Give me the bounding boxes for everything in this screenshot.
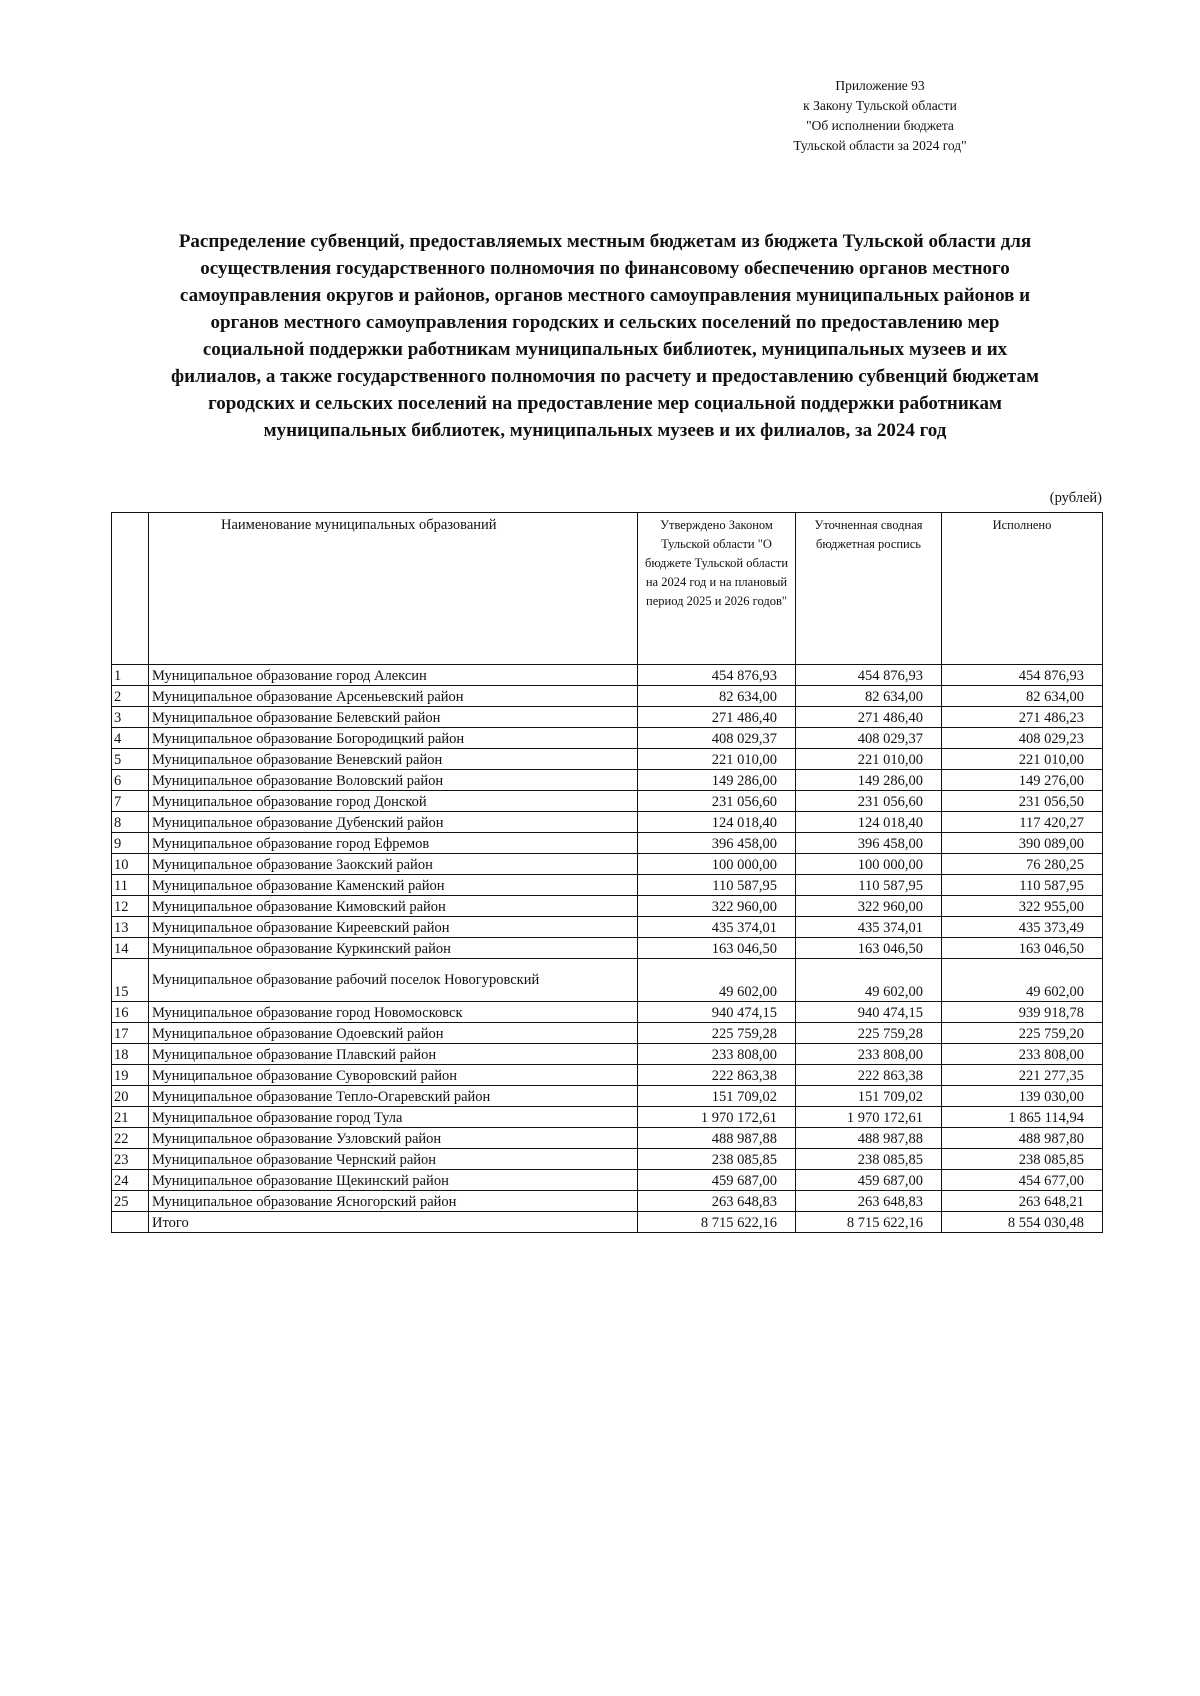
approved-amount: 435 374,01 xyxy=(638,917,796,938)
executed-amount: 149 276,00 xyxy=(942,770,1103,791)
executed-amount: 390 089,00 xyxy=(942,833,1103,854)
row-index: 23 xyxy=(112,1149,149,1170)
row-index: 16 xyxy=(112,1002,149,1023)
table-row xyxy=(112,1107,1103,1128)
table-row xyxy=(112,686,1103,707)
executed-amount: 231 056,50 xyxy=(942,791,1103,812)
revised-amount: 940 474,15 xyxy=(796,1002,942,1023)
table-row xyxy=(112,1065,1103,1086)
title-line: городских и сельских поселений на предоставление мер социальной поддержки работникам xyxy=(208,393,1002,414)
total-revised: 8 715 622,16 xyxy=(796,1212,942,1233)
table-row xyxy=(112,1128,1103,1149)
total-row xyxy=(112,1212,1103,1233)
units-label: (рублей) xyxy=(1049,490,1102,506)
municipality-name: Муниципальное образование Дубенский район xyxy=(149,812,638,833)
subvention-table xyxy=(111,512,1103,1233)
executed-amount: 233 808,00 xyxy=(942,1044,1103,1065)
approved-amount: 110 587,95 xyxy=(638,875,796,896)
executed-amount: 225 759,20 xyxy=(942,1023,1103,1044)
row-index: 3 xyxy=(112,707,149,728)
table-row xyxy=(112,875,1103,896)
executed-amount: 322 955,00 xyxy=(942,896,1103,917)
approved-amount: 163 046,50 xyxy=(638,938,796,959)
approved-amount: 233 808,00 xyxy=(638,1044,796,1065)
municipality-name: Муниципальное образование Узловский район xyxy=(149,1128,638,1149)
approved-amount: 396 458,00 xyxy=(638,833,796,854)
revised-amount: 49 602,00 xyxy=(796,959,942,1002)
revised-amount: 163 046,50 xyxy=(796,938,942,959)
row-index: 20 xyxy=(112,1086,149,1107)
executed-amount: 1 865 114,94 xyxy=(942,1107,1103,1128)
revised-amount: 396 458,00 xyxy=(796,833,942,854)
approved-amount: 408 029,37 xyxy=(638,728,796,749)
header-executed: Исполнено xyxy=(942,513,1103,665)
row-index: 11 xyxy=(112,875,149,896)
row-index: 2 xyxy=(112,686,149,707)
row-index: 25 xyxy=(112,1191,149,1212)
revised-amount: 124 018,40 xyxy=(796,812,942,833)
table-row xyxy=(112,833,1103,854)
executed-amount: 76 280,25 xyxy=(942,854,1103,875)
title-line: социальной поддержки работникам муниципальных библиотек, муниципальных музеев и их xyxy=(202,339,1008,360)
total-approved: 8 715 622,16 xyxy=(638,1212,796,1233)
table-row xyxy=(112,938,1103,959)
executed-amount: 163 046,50 xyxy=(942,938,1103,959)
revised-amount: 225 759,28 xyxy=(796,1023,942,1044)
municipality-name: Муниципальное образование Заокский район xyxy=(149,854,638,875)
title-line: Распределение субвенций, предоставляемых местным бюджетам из бюджета Тульской области для xyxy=(178,231,1032,252)
revised-amount: 322 960,00 xyxy=(796,896,942,917)
table-row xyxy=(112,791,1103,812)
title-line: филиалов, а также государственного полномочия по расчету и предоставлению субвенций бюджетам xyxy=(171,366,1039,387)
table-row xyxy=(112,665,1103,686)
municipality-name: Муниципальное образование город Алексин xyxy=(149,665,638,686)
approved-amount: 263 648,83 xyxy=(638,1191,796,1212)
row-index: 22 xyxy=(112,1128,149,1149)
municipality-name: Муниципальное образование Чернский район xyxy=(149,1149,638,1170)
executed-amount: 110 587,95 xyxy=(942,875,1103,896)
approved-amount: 238 085,85 xyxy=(638,1149,796,1170)
municipality-name: Муниципальное образование Куркинский район xyxy=(149,938,638,959)
table-row xyxy=(112,1023,1103,1044)
table-header-row xyxy=(112,513,1103,665)
revised-amount: 82 634,00 xyxy=(796,686,942,707)
table-row xyxy=(112,917,1103,938)
appendix-line: "Об исполнении бюджета xyxy=(806,118,954,133)
approved-amount: 100 000,00 xyxy=(638,854,796,875)
title-line: органов местного самоуправления городских и сельских поселений по предоставлению мер xyxy=(210,312,1000,333)
revised-amount: 100 000,00 xyxy=(796,854,942,875)
executed-amount: 139 030,00 xyxy=(942,1086,1103,1107)
municipality-name: Муниципальное образование город Ефремов xyxy=(149,833,638,854)
appendix-header xyxy=(700,76,1060,156)
row-index: 1 xyxy=(112,665,149,686)
title-line: самоуправления округов и районов, органов местного самоуправления муниципальных районов и xyxy=(179,285,1031,306)
municipality-name: Муниципальное образование рабочий поселок Новогуровский xyxy=(149,959,638,1002)
executed-amount: 939 918,78 xyxy=(942,1002,1103,1023)
row-index: 7 xyxy=(112,791,149,812)
row-index: 6 xyxy=(112,770,149,791)
approved-amount: 149 286,00 xyxy=(638,770,796,791)
table-row xyxy=(112,1002,1103,1023)
approved-amount: 124 018,40 xyxy=(638,812,796,833)
municipality-name: Муниципальное образование Богородицкий район xyxy=(149,728,638,749)
table-row xyxy=(112,1191,1103,1212)
table-row xyxy=(112,1044,1103,1065)
table-body xyxy=(112,665,1103,1233)
row-index: 19 xyxy=(112,1065,149,1086)
header-revised: Уточненная сводная бюджетная роспись xyxy=(796,513,942,665)
approved-amount: 221 010,00 xyxy=(638,749,796,770)
revised-amount: 222 863,38 xyxy=(796,1065,942,1086)
row-index: 5 xyxy=(112,749,149,770)
row-index: 18 xyxy=(112,1044,149,1065)
executed-amount: 49 602,00 xyxy=(942,959,1103,1002)
municipality-name: Муниципальное образование город Новомосковск xyxy=(149,1002,638,1023)
approved-amount: 151 709,02 xyxy=(638,1086,796,1107)
approved-amount: 454 876,93 xyxy=(638,665,796,686)
municipality-name: Муниципальное образование Ясногорский район xyxy=(149,1191,638,1212)
municipality-name: Муниципальное образование Арсеньевский район xyxy=(149,686,638,707)
approved-amount: 322 960,00 xyxy=(638,896,796,917)
approved-amount: 271 486,40 xyxy=(638,707,796,728)
revised-amount: 435 374,01 xyxy=(796,917,942,938)
municipality-name: Муниципальное образование Тепло-Огаревский район xyxy=(149,1086,638,1107)
municipality-name: Муниципальное образование Кимовский район xyxy=(149,896,638,917)
table-row xyxy=(112,812,1103,833)
appendix-line: Тульской области за 2024 год" xyxy=(793,138,967,153)
row-index: 17 xyxy=(112,1023,149,1044)
revised-amount: 149 286,00 xyxy=(796,770,942,791)
executed-amount: 408 029,23 xyxy=(942,728,1103,749)
executed-amount: 271 486,23 xyxy=(942,707,1103,728)
total-label: Итого xyxy=(149,1212,638,1233)
table-row xyxy=(112,1149,1103,1170)
municipality-name: Муниципальное образование Плавский район xyxy=(149,1044,638,1065)
table-row xyxy=(112,707,1103,728)
row-index: 8 xyxy=(112,812,149,833)
municipality-name: Муниципальное образование Веневский район xyxy=(149,749,638,770)
municipality-name: Муниципальное образование Воловский район xyxy=(149,770,638,791)
table-row xyxy=(112,770,1103,791)
executed-amount: 82 634,00 xyxy=(942,686,1103,707)
header-name: Наименование муниципальных образований xyxy=(149,513,638,665)
row-index: 9 xyxy=(112,833,149,854)
executed-amount: 454 876,93 xyxy=(942,665,1103,686)
table-row xyxy=(112,749,1103,770)
municipality-name: Муниципальное образование Одоевский район xyxy=(149,1023,638,1044)
approved-amount: 222 863,38 xyxy=(638,1065,796,1086)
revised-amount: 233 808,00 xyxy=(796,1044,942,1065)
row-index: 21 xyxy=(112,1107,149,1128)
row-index: 13 xyxy=(112,917,149,938)
approved-amount: 488 987,88 xyxy=(638,1128,796,1149)
revised-amount: 231 056,60 xyxy=(796,791,942,812)
revised-amount: 408 029,37 xyxy=(796,728,942,749)
row-index: 4 xyxy=(112,728,149,749)
approved-amount: 940 474,15 xyxy=(638,1002,796,1023)
total-index xyxy=(112,1212,149,1233)
revised-amount: 488 987,88 xyxy=(796,1128,942,1149)
municipality-name: Муниципальное образование город Донской xyxy=(149,791,638,812)
total-executed: 8 554 030,48 xyxy=(942,1212,1103,1233)
table-row xyxy=(112,959,1103,1002)
revised-amount: 459 687,00 xyxy=(796,1170,942,1191)
revised-amount: 221 010,00 xyxy=(796,749,942,770)
revised-amount: 238 085,85 xyxy=(796,1149,942,1170)
appendix-line: к Закону Тульской области xyxy=(803,98,957,113)
row-index: 24 xyxy=(112,1170,149,1191)
approved-amount: 225 759,28 xyxy=(638,1023,796,1044)
revised-amount: 263 648,83 xyxy=(796,1191,942,1212)
approved-amount: 49 602,00 xyxy=(638,959,796,1002)
table-row xyxy=(112,728,1103,749)
row-index: 12 xyxy=(112,896,149,917)
header-index xyxy=(112,513,149,665)
executed-amount: 221 010,00 xyxy=(942,749,1103,770)
title-line: осуществления государственного полномочия по финансовому обеспечению органов местного xyxy=(200,258,1010,279)
municipality-name: Муниципальное образование Киреевский район xyxy=(149,917,638,938)
municipality-name: Муниципальное образование Щекинский район xyxy=(149,1170,638,1191)
approved-amount: 459 687,00 xyxy=(638,1170,796,1191)
approved-amount: 231 056,60 xyxy=(638,791,796,812)
revised-amount: 1 970 172,61 xyxy=(796,1107,942,1128)
revised-amount: 271 486,40 xyxy=(796,707,942,728)
revised-amount: 454 876,93 xyxy=(796,665,942,686)
table-row xyxy=(112,854,1103,875)
executed-amount: 117 420,27 xyxy=(942,812,1103,833)
approved-amount: 82 634,00 xyxy=(638,686,796,707)
document-title xyxy=(112,228,1098,444)
revised-amount: 151 709,02 xyxy=(796,1086,942,1107)
executed-amount: 488 987,80 xyxy=(942,1128,1103,1149)
executed-amount: 221 277,35 xyxy=(942,1065,1103,1086)
table-row xyxy=(112,1170,1103,1191)
revised-amount: 110 587,95 xyxy=(796,875,942,896)
executed-amount: 454 677,00 xyxy=(942,1170,1103,1191)
municipality-name: Муниципальное образование Суворовский район xyxy=(149,1065,638,1086)
title-line: муниципальных библиотек, муниципальных музеев и их филиалов, за 2024 год xyxy=(263,420,947,441)
appendix-line: Приложение 93 xyxy=(835,78,925,93)
table-row xyxy=(112,896,1103,917)
row-index: 15 xyxy=(112,959,149,1002)
executed-amount: 435 373,49 xyxy=(942,917,1103,938)
row-index: 14 xyxy=(112,938,149,959)
table-row xyxy=(112,1086,1103,1107)
approved-amount: 1 970 172,61 xyxy=(638,1107,796,1128)
executed-amount: 238 085,85 xyxy=(942,1149,1103,1170)
header-approved: Утверждено Законом Тульской области "О бюджете Тульской области на 2024 год и на плановый период 2025 и 2026 годов" xyxy=(638,513,796,665)
executed-amount: 263 648,21 xyxy=(942,1191,1103,1212)
municipality-name: Муниципальное образование Каменский район xyxy=(149,875,638,896)
municipality-name: Муниципальное образование город Тула xyxy=(149,1107,638,1128)
municipality-name: Муниципальное образование Белевский район xyxy=(149,707,638,728)
row-index: 10 xyxy=(112,854,149,875)
